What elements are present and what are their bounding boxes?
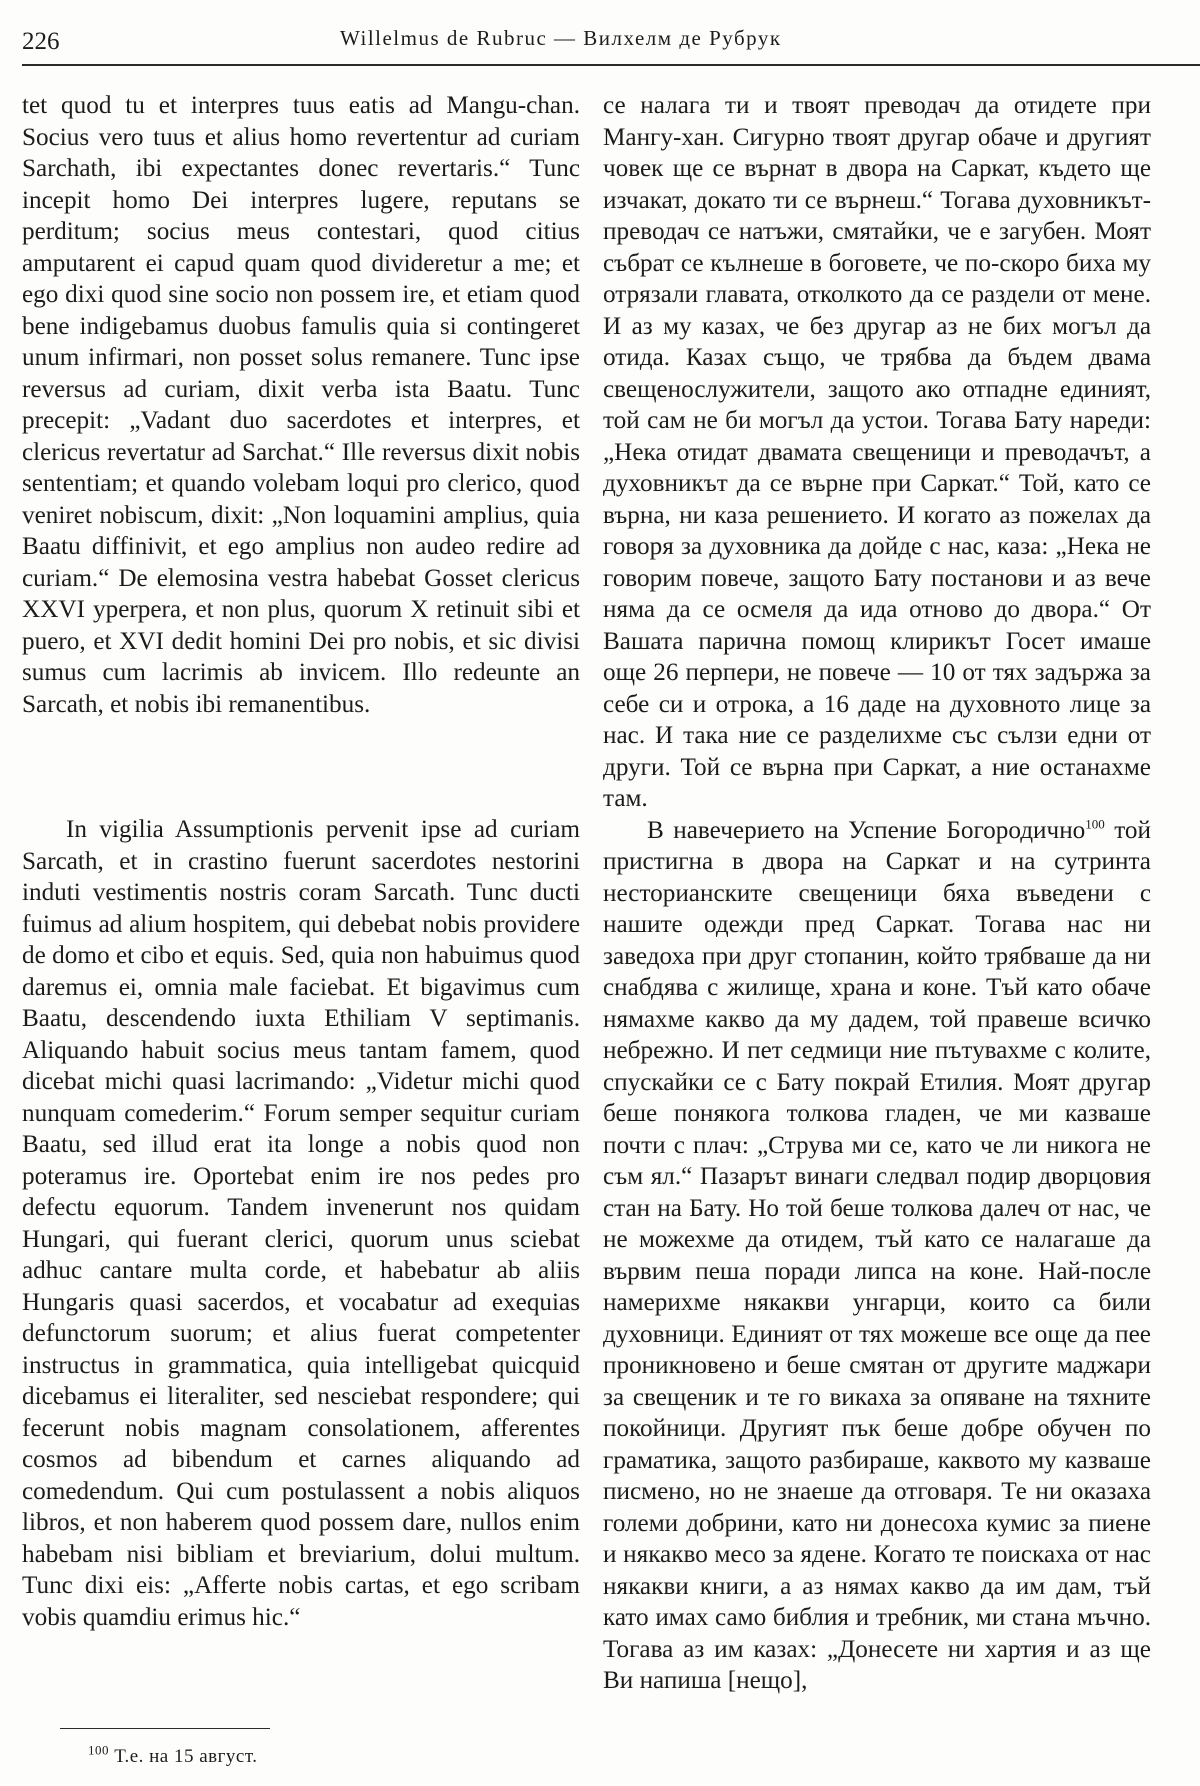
footnote-number: 100 [88,1742,109,1758]
latin-paragraph-1: tet quod tu et interpres tuus eatis ad Mangu-chan. Socius vero tuus et alius homo revertentur ad curiam Sarchath, ibi expectantes donec revertaris.“ Tunc incepit homo Dei interpres lugere, reputans se perditum; socius meus contestari, quod citius amputarent ei capud quam quod divideretur a me; et ego dixi quod sine socio non possem ire, et etiam quod bene indigebamus duobus famulis quia si contingeret unum infirmari, non posset solus remanere. Tunc ipse reversus ad curiam, dixit verba ista Baatu. Tunc precepit: „Vadant duo sacerdotes et interpres, et clericus revertatur ad Sarchat.“ Ille reversus dixit nobis sententiam; et quando volebam loqui pro clerico, quod veniret nobiscum, dixit: „Non loquamini amplius, quia Baatu diffinivit, et ego amplius non audeo redire ad curiam.“ De elemosina vestra habebat Gosset clericus XXVI yperpera, et non plus, quorum X retinuit sibi et puero, et XVI dedit homini Dei pro nobis, et sic divisi sumus cum lacrimis ab invicem. Illo redeunte an Sarcath, et nobis ibi remanentibus. [22,92,580,718]
footnote-reference: 100 [1085,816,1105,832]
bulgarian-paragraph-2-start: В навечерието на Успение Богородично [647,816,1086,844]
bulgarian-paragraph-2 [603,815,1151,1697]
bulgarian-paragraph-2-rest: той пристигна в двора на Саркат и на сутринта несторианските свещеници бяха въведени с нашите одежди пред Саркат. Тогава нас ни заведоха при друг стопанин, който трябваше да ни снабдява с жилище, храна и коне. Тъй като обаче нямахме какво да му дадем, той правеше всичко небрежно. И пет седмици ние пътувахме с колите, спускайки се с Бату покрай Етилия. Моят другар беше понякога толкова гладен, че ми казваше почти с плач: „Струва ми се, като че ли никога не съм ял.“ Пазарът винаги следвал подир дворцовия стан на Бату. Но той беше толкова далеч от нас, че не можехме да отидем, тъй като се налагаше да вървим пеша поради липса на коне. Най-после намерихме някакви унгарци, които са били духовници. Единият от тях можеше все още да пее проникновено и беше смятан от другите маджари за свещеник и те го викаха за опяване на тяхните покойници. Другият пък беше добре обучен по граматика, защото разбираше, каквото му казваше писмено, но не знаеше да отговаря. Те ни оказаха големи добрини, като ни донесоха кумис за пиене и някакво месо за ядене. Когато те поискаха от нас някакви книги, а аз нямах какво да им дам, тъй като имах само библия и требник, ми стана мъчно. Тогава аз им казах: „Донесете ни хартия и аз ще Ви напиша [нещо], [603,816,1151,1694]
latin-paragraph-2: In vigilia Assumptionis pervenit ipse ad curiam Sarcath, et in crastino fuerunt sacerdotes nestorini induti vestimentis nostris coram Sarcath. Tunc ducti fuimus ad alium hospitem, qui debebat nobis providere de domo et cibo et equis. Sed, quia non habuimus quod daremus ei, omnia male faciebat. Et bigavimus cum Baatu, descendendo iuxta Ethiliam V septimanis. Aliquando habuit socius meus tantam famem, quod dicebat michi quasi lacrimando: „Videtur michi quod nunquam comederim.“ Forum semper sequitur curiam Baatu, sed illud erat ita longe a nobis quod non poteramus ire. Oportebat enim ire nos pedes pro defectu equorum. Tandem invenerunt nos quidam Hungari, qui fuerant clerici, quorum unus sciebat adhuc cantare multa corde, et habebatur ab aliis Hungaris quasi sacerdos, et vocabatur ad exequias defunctorum suorum; et alius fuerat competenter instructus in grammatica, quia intelligebat quicquid dicebamus ei literaliter, sed nesciebat respondere; qui fecerunt nobis magnam consolationem, afferentes cosmos ad bibendum et carnes aliquando ad comedendum. Qui cum postulassent a nobis aliquos libros, et non haberem quod possem dare, nullos enim habebam nisi bibliam et breviarium, dolui multum. Tunc dixi eis: „Afferte nobis cartas, et ego scribam vobis quamdiu erimus hic.“ [22,816,580,1631]
paragraph-gap [22,720,580,814]
header-rule [22,64,1200,66]
latin-column [22,90,580,1633]
page-number: 226 [22,28,60,55]
footnote-text: Т.е. на 15 август. [109,1746,258,1767]
bulgarian-column [603,90,1151,1697]
running-title: Willelmus de Rubruc — Вилхелм де Рубрук [340,26,782,50]
bulgarian-paragraph-1: се налага ти и твоят преводач да отидете при Мангу-хан. Сигурно твоят другар обаче и другият човек ще се върнат в двора на Саркат, където ще изчакат, докато ти се върнеш.“ Тогава духовникът-преводач се натъжи, смятайки, че е загубен. Моят събрат се кълнеше в боговете, че по-скоро биха му отрязали главата, отколкото да се раздели от мене. И аз му казах, че без другар аз не бих могъл да отида. Казах също, че трябва да бъдем двама свещенослужители, защото ако отпадне единият, той сам не би могъл да устои. Тогава Бату нареди: „Нека отидат двамата свещеници и преводачът, а духовникът да се върне при Саркат.“ Той, като се върна, ни каза решението. И когато аз пожелах да говоря за духовника да дойде с нас, каза: „Нека не говорим повече, защото Бату постанови и аз вече няма да се осмеля да ида отново до двора.“ От Вашата парична помощ клирикът Госет имаше още 26 перпери, не повече — 10 от тях задържа за себе си и отрока, а 16 даде на духовното лице за нас. И така ние се разделихме със сълзи едни от други. Той се върна при Саркат, а ние останахме там. [603,92,1151,812]
footnote [88,1742,258,1768]
footnote-rule [60,1728,270,1729]
